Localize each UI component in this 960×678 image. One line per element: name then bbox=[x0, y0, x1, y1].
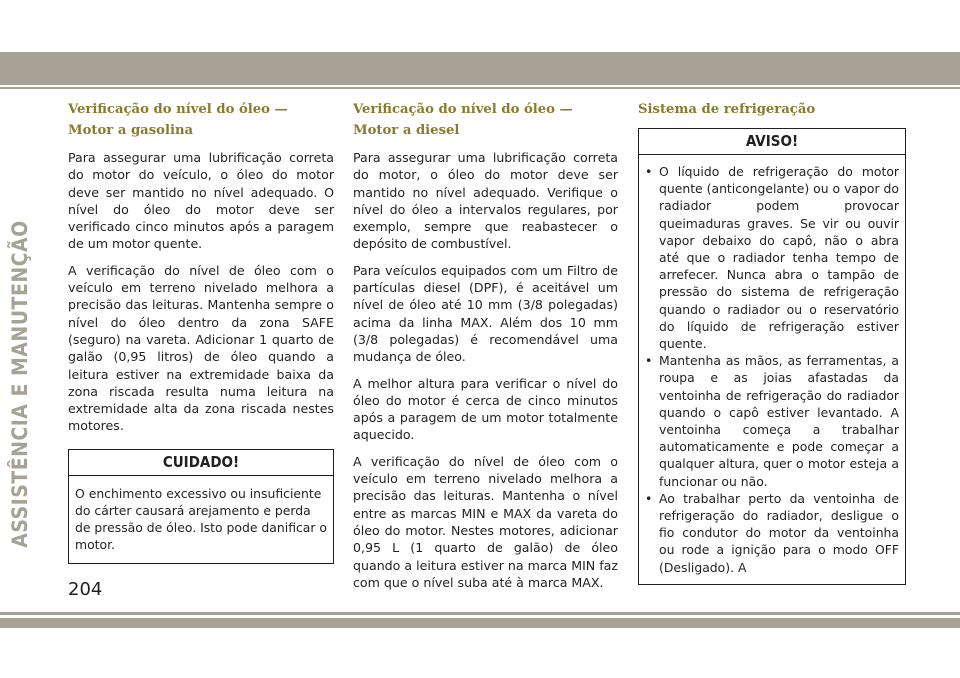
header-rule bbox=[0, 87, 960, 89]
header-band bbox=[0, 52, 960, 85]
caution-box bbox=[68, 449, 334, 564]
heading-diesel-oil-level: Verificação do nível do óleo — Motor a diesel bbox=[353, 102, 573, 138]
heading-cooling-system: Sistema de refrigeração bbox=[638, 102, 816, 117]
heading-gasoline-oil-level: Verificação do nível do óleo — Motor a gasolina bbox=[68, 102, 288, 138]
warning-box bbox=[638, 128, 906, 585]
column-diesel-oil bbox=[353, 99, 618, 600]
caution-title: CUIDADO! bbox=[69, 450, 333, 476]
warning-list-item: • Mantenha as mãos, as ferramentas, a roupa e as joias afastadas da ventoinha de refrigeração do radiador quando o capô estiver levantado. A ventoinha começa a trabalhar automaticamente e pode começar a qualquer altura, quer o motor esteja a funcionar ou não. bbox=[645, 352, 899, 490]
paragraph: Para assegurar uma lubrificação correta do motor do veículo, o óleo do motor deve ser mantido no nível adequado. O nível do óleo do motor deve ser verificado cinco minutos após a paragem de um motor quente. bbox=[68, 150, 334, 252]
paragraph: Para assegurar uma lubrificação correta do motor, o óleo do motor deve ser mantido no nível adequado. Verifique o nível do óleo a intervalos regulares, por exemplo, sempre que reabastecer o depósito de combustível. bbox=[353, 150, 618, 252]
footer-band bbox=[0, 618, 960, 628]
column-cooling-system bbox=[638, 99, 906, 585]
section-side-tab-label: ASSISTÊNCIA E MANUTENÇÃO bbox=[8, 220, 32, 548]
warning-list-item: • Ao trabalhar perto da ventoinha de refrigeração do radiador, desligue o fio condutor do motor da ventoinha ou rode a ignição para o modo OFF (Desligado). A bbox=[645, 490, 899, 576]
warning-title: AVISO! bbox=[639, 129, 905, 155]
page-number: 204 bbox=[68, 579, 103, 600]
warning-body bbox=[639, 155, 905, 584]
paragraph: A melhor altura para verificar o nível do óleo do motor é cerca de cinco minutos após a paragem de um motor totalmente aquecido. bbox=[353, 375, 618, 443]
warning-list bbox=[645, 163, 899, 576]
warning-list-item: • O líquido de refrigeração do motor quente (anticongelante) ou o vapor do radiador podem provocar queimaduras graves. Se vir ou ouvir vapor debaixo do capô, não o abra até que o radiador tenha tempo de arrefecer. Nunca abra o tampão de pressão do sistema de refrigeração quando o radiador ou o reservatório do líquido de refrigeração estiver quente. bbox=[645, 163, 899, 352]
paragraph: A verificação do nível de óleo com o veículo em terreno nivelado melhora a precisão das leituras. Mantenha o nível entre as marcas MIN e MAX da vareta do óleo do motor. Nestes motores, adicionar 0,95 L (1 quarto de galão) de óleo quando a leitura estiver na marca MIN faz com que o nível suba até à marca MAX. bbox=[353, 453, 618, 590]
column-gasoline-oil bbox=[68, 99, 334, 564]
paragraph: A verificação do nível de óleo com o veículo em terreno nivelado melhora a precisão das leituras. Mantenha sempre o nível do óleo dentro da zona SAFE (seguro) na vareta. Adicionar 1 quarto de galão (0,95 litros) de óleo quando a leitura estiver na extremidade baixa da zona riscada resulta numa leitura na extremidade alta da zona riscada nestes motores. bbox=[68, 262, 334, 434]
paragraph: Para veículos equipados com um Filtro de partículas diesel (DPF), é aceitável um nível de óleo até 10 mm (3/8 polegadas) acima da linha MAX. Além dos 10 mm (3/8 polegadas) é recomendável uma mudança de óleo. bbox=[353, 262, 618, 365]
caution-text: O enchimento excessivo ou insuficiente do cárter causará arejamento e perda de pressão de óleo. Isto pode danificar o motor. bbox=[75, 485, 328, 553]
caution-body bbox=[69, 476, 333, 563]
footer-rule bbox=[0, 612, 960, 615]
